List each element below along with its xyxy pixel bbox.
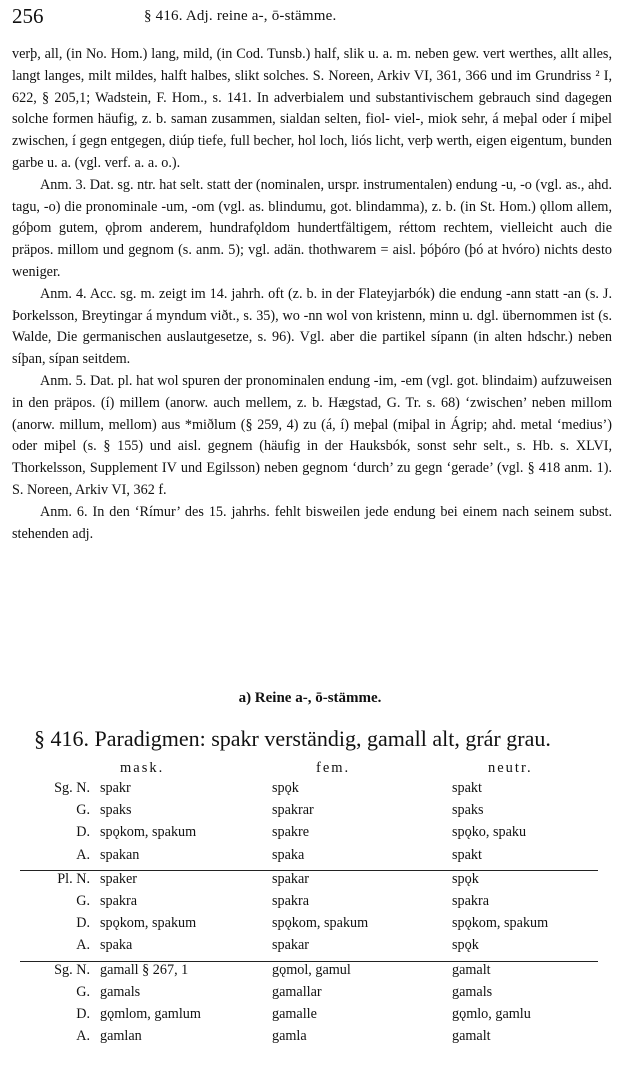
cell-fem: spaka: [272, 846, 305, 863]
cell-neutr: spakt: [452, 846, 482, 863]
cell-fem: spakar: [272, 937, 310, 954]
case-label: Sg. N.: [54, 961, 90, 978]
cell-mask: spǫkom, spakum: [100, 915, 197, 932]
cell-neutr: spǫko, spaku: [452, 824, 527, 841]
cell-mask: spaka: [100, 937, 133, 954]
table-row: [0, 1028, 620, 1050]
cell-neutr: gamalt: [452, 1028, 491, 1045]
table-row: [0, 937, 620, 959]
case-label: G.: [76, 802, 90, 819]
table-row: [0, 871, 620, 893]
page-header: [12, 4, 608, 30]
cell-mask: spakan: [100, 846, 140, 863]
cell-neutr: spaks: [452, 802, 484, 819]
cell-mask: spaks: [100, 802, 132, 819]
cell-mask: spakra: [100, 893, 138, 909]
table-row: [0, 802, 620, 824]
cell-fem: gamla: [272, 1028, 307, 1045]
cell-neutr: spǫk: [452, 937, 479, 954]
case-label: A.: [76, 846, 90, 863]
note-anm-3: Anm. 3. Dat. sg. ntr. hat selt. statt der (nominalen, urspr. instrumentalen) endung -u, -o (vgl. as., ahd. tagu, -o) die pronominale -um, -om (vgl. as. blindumu, got. blindamma), z. b. (in St. Hom.) ǫllom allem, góþom gutem, ǫþrom anderem, hundrafǫldom hundertfältigem, réttom rechtem, vielleicht auch die präpos. millom und gegnom (s. anm. 5); vgl. adän. thothwarem = aisl. þóþóro (þó at hvóro) nichts desto weniger.: [12, 176, 612, 280]
column-header-neutr: neutr.: [488, 760, 533, 776]
cell-fem: gamalle: [272, 1006, 317, 1022]
section-heading: § 416. Paradigmen: spakr verständig, gamall alt, grár grau.: [34, 726, 551, 751]
column-header-fem: fem.: [316, 760, 351, 776]
cell-mask: gǫmlom, gamlum: [100, 1006, 201, 1022]
note-anm-4: Anm. 4. Acc. sg. m. zeigt im 14. jahrh. oft (z. b. in der Flateyjarbók) die endung -ann statt -an (s. J. Þorkelsson, Breytingar á myndum viðt., s. 35), wo -nn wol von kristenn, minn u. dgl. übernommen ist (s. Walde, Die germanischen auslautgesetze, s. 96). Vgl. aber die partikel sípann (in alten hdschr.) neben síþan, sípan seitdem.: [12, 285, 612, 368]
table-row: [0, 984, 620, 1006]
cell-fem: spakre: [272, 824, 310, 841]
body-text: [12, 44, 612, 545]
table-row: [0, 962, 620, 984]
table-row: [0, 915, 620, 937]
cell-mask: spakr: [100, 780, 131, 796]
cell-fem: spakrar: [272, 802, 314, 819]
case-label: Pl. N.: [57, 870, 90, 887]
table-row: [0, 780, 620, 802]
case-label: D.: [76, 824, 90, 841]
table-row: [0, 1006, 620, 1028]
paragraph-continuation: verþ, all, (in No. Hom.) lang, mild, (in Cod. Tunsb.) half, slik u. a. m. neben gew. vert werthes, allt alles, langt langes, milt mildes, halft halbes, slikt solches. S. Noreen, Arkiv VI, 361, 366 und im Grundriss ² I, 622, § 205,1; Wadstein, F. Hom., s. 141. In adverbialem und substantivischem gebrauch sind dagegen solche formen häufig, z. b. saman zusammen, sialdan selten, fiol- viel-, miok sehr, á meþal oder í miþel zwischen, í gegn entgegen, diúp tiefe, full becher, hol loch, liós licht, verþ werth, eigen eigentum, bunden garbe u. a. (vgl. verf. a. a. o.).: [12, 46, 612, 171]
cell-neutr: gamals: [452, 983, 493, 1000]
cell-neutr: spǫkom, spakum: [452, 915, 549, 932]
cell-mask: gamall § 267, 1: [100, 961, 189, 978]
case-label: A.: [76, 1028, 90, 1045]
cell-neutr: spakt: [452, 780, 482, 796]
case-label: A.: [76, 937, 90, 954]
cell-fem: spǫkom, spakum: [272, 915, 369, 932]
case-label: D.: [76, 915, 90, 932]
page-number: 256: [12, 4, 44, 28]
cell-neutr: spakra: [452, 893, 490, 909]
cell-fem: spǫk: [272, 780, 299, 796]
cell-neutr: spǫk: [452, 870, 479, 887]
subheading: a) Reine a-, ō-stämme.: [238, 690, 382, 706]
case-label: G.: [76, 893, 90, 909]
table-row: [0, 893, 620, 915]
column-header-mask: mask.: [120, 760, 165, 776]
cell-neutr: gamalt: [452, 961, 491, 978]
cell-mask: gamals: [100, 983, 141, 1000]
cell-fem: gǫmol, gamul: [272, 961, 351, 978]
table-row: [0, 824, 620, 846]
cell-fem: spakra: [272, 893, 310, 909]
cell-fem: gamallar: [272, 983, 322, 1000]
cell-mask: gamlan: [100, 1028, 142, 1045]
table-row: [0, 847, 620, 869]
running-head: § 416. Adj. reine a-, ō-stämme.: [144, 8, 337, 24]
case-label: G.: [76, 983, 90, 1000]
cell-neutr: gǫmlo, gamlu: [452, 1006, 531, 1022]
case-label: D.: [76, 1006, 90, 1022]
note-anm-6: Anm. 6. In den ‘Rímur’ des 15. jahrhs. fehlt bisweilen jede endung bei einem nach seinem subst. stehenden adj.: [12, 503, 612, 542]
cell-fem: spakar: [272, 870, 310, 887]
cell-mask: spaker: [100, 870, 138, 887]
cell-mask: spǫkom, spakum: [100, 824, 197, 841]
note-anm-5: Anm. 5. Dat. pl. hat wol spuren der pronominalen endung -im, -em (vgl. got. blindaim) aufzuweisen in den präpos. (í) millem (anorw. auch mellem, z. b. Hægstad, G. Tr. s. 68) ‘zwischen’ neben millom (anorw. millum, mellom) aus *miðlum (§ 259, 4) zu (á, í) meþal (miþal in Ágrip; ahd. metal ‘medius’) oder miþel (s. § 155) und aisl. gegnem (häufig in der Hauksbók, sonst sehr selt., s. Hb. s. XLVI, Thorkelsson, Supplement IV und Egilsson) neben gegnom ‘durch’ zu gegn ‘gerade’ (vgl. § 418 anm. 1). S. Noreen, Arkiv VI, 362 f.: [12, 372, 612, 498]
case-label: Sg. N.: [54, 780, 90, 796]
